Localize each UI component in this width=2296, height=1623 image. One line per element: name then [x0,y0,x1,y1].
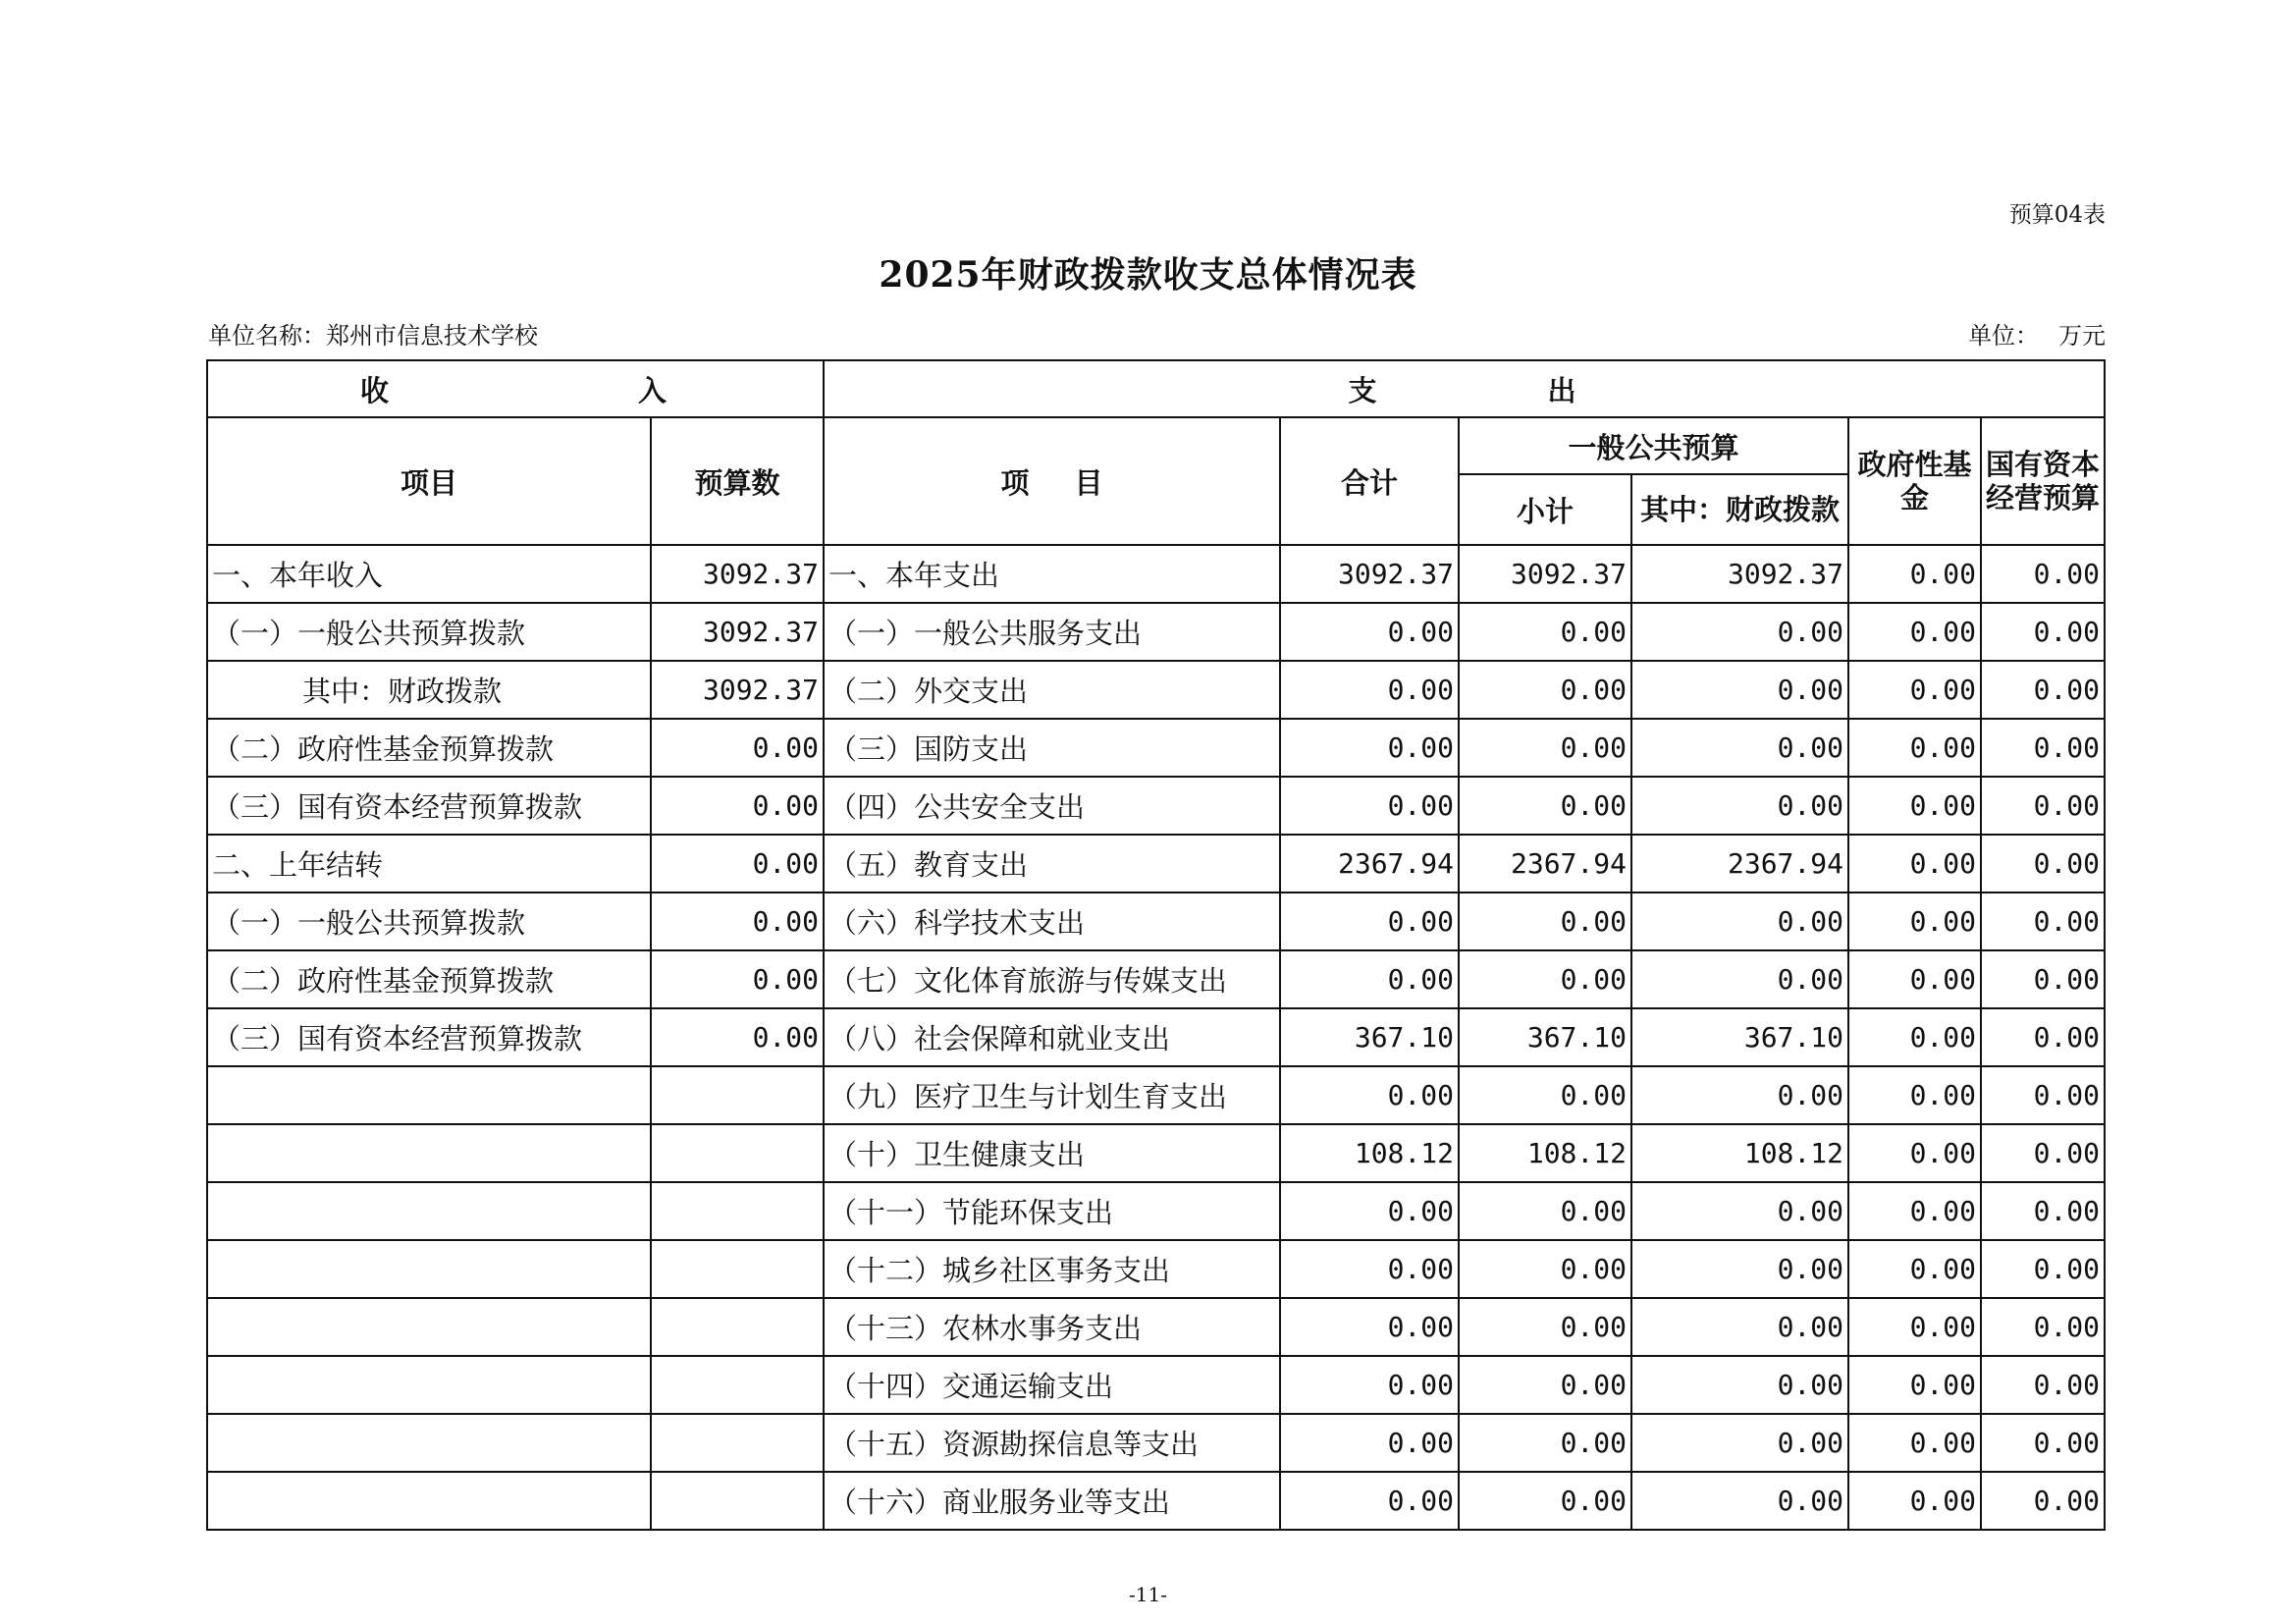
table-row [207,950,2105,1008]
income-value-cell: 3092.37 [651,545,824,603]
income-item-cell: 其中：财政拨款 [207,661,651,719]
table-row [207,1240,2105,1298]
expense-item-cell: （十三）农林水事务支出 [824,1298,1280,1356]
income-value-cell [651,1298,824,1356]
expense-total-cell: 0.00 [1280,950,1459,1008]
income-item-cell [207,1356,651,1414]
income-item-header: 项目 [207,417,651,545]
expense-item-cell: （五）教育支出 [824,835,1280,893]
income-item-cell: 一、本年收入 [207,545,651,603]
income-value-cell: 0.00 [651,950,824,1008]
gov-fund-value-cell: 0.00 [1848,545,1981,603]
unit-name: 单位名称：郑州市信息技术学校 [208,322,538,350]
fiscal-allocation-cell: 0.00 [1631,661,1848,719]
income-item-cell: （三）国有资本经营预算拨款 [207,1008,651,1066]
expense-item-cell: （十四）交通运输支出 [824,1356,1280,1414]
expense-total-cell: 108.12 [1280,1124,1459,1182]
state-capital-value-cell: 0.00 [1981,1240,2105,1298]
income-item-cell [207,1472,651,1530]
expense-total-cell: 0.00 [1280,1182,1459,1240]
table-row [207,603,2105,661]
gov-fund-value-cell: 0.00 [1848,719,1981,777]
gov-fund-value-cell: 0.00 [1848,835,1981,893]
table-row [207,1356,2105,1414]
subtotal-header: 小计 [1459,474,1631,545]
expense-item-cell: （十）卫生健康支出 [824,1124,1280,1182]
state-capital-value-cell: 0.00 [1981,603,2105,661]
expense-header [824,360,2105,417]
gov-fund-value-cell: 0.00 [1848,950,1981,1008]
income-item-cell [207,1414,651,1472]
income-budget-header: 预算数 [651,417,824,545]
fiscal-allocation-cell: 0.00 [1631,603,1848,661]
gov-fund-value-cell: 0.00 [1848,661,1981,719]
expense-item-cell: （三）国防支出 [824,719,1280,777]
income-item-cell [207,1066,651,1124]
state-capital-header: 国有资本经营预算 [1981,417,2105,545]
general-subtotal-cell: 0.00 [1459,777,1631,835]
expense-item-cell: 一、本年支出 [824,545,1280,603]
state-capital-value-cell: 0.00 [1981,1008,2105,1066]
state-capital-value-cell: 0.00 [1981,661,2105,719]
gov-fund-value-cell: 0.00 [1848,1240,1981,1298]
state-capital-value-cell: 0.00 [1981,719,2105,777]
fiscal-allocation-cell: 0.00 [1631,777,1848,835]
general-subtotal-cell: 0.00 [1459,661,1631,719]
state-capital-value-cell: 0.00 [1981,777,2105,835]
table-row [207,1298,2105,1356]
general-subtotal-cell: 0.00 [1459,1356,1631,1414]
general-subtotal-cell: 108.12 [1459,1124,1631,1182]
expense-header-char-1: 支 [1348,373,1381,407]
general-subtotal-cell: 3092.37 [1459,545,1631,603]
income-value-cell [651,1356,824,1414]
fiscal-allocation-cell: 0.00 [1631,893,1848,950]
gov-fund-value-cell: 0.00 [1848,1414,1981,1472]
table-row [207,1008,2105,1066]
general-subtotal-cell: 0.00 [1459,1472,1631,1530]
expense-total-cell: 0.00 [1280,1240,1459,1298]
expense-total-cell: 0.00 [1280,893,1459,950]
fiscal-allocation-cell: 0.00 [1631,719,1848,777]
fiscal-allocation-cell: 0.00 [1631,1240,1848,1298]
table-row [207,1182,2105,1240]
income-item-cell [207,1124,651,1182]
income-value-cell [651,1066,824,1124]
budget-table [206,359,2106,1531]
gov-fund-value-cell: 0.00 [1848,1008,1981,1066]
general-subtotal-cell: 0.00 [1459,1066,1631,1124]
income-value-cell [651,1240,824,1298]
gov-fund-value-cell: 0.00 [1848,1298,1981,1356]
income-value-cell: 0.00 [651,777,824,835]
income-item-cell: （三）国有资本经营预算拨款 [207,777,651,835]
income-item-cell: （一）一般公共预算拨款 [207,893,651,950]
fiscal-allocation-cell: 3092.37 [1631,545,1848,603]
state-capital-value-cell: 0.00 [1981,1298,2105,1356]
expense-item-cell: （十一）节能环保支出 [824,1182,1280,1240]
expense-item-cell: （七）文化体育旅游与传媒支出 [824,950,1280,1008]
table-row [207,1414,2105,1472]
general-subtotal-cell: 2367.94 [1459,835,1631,893]
expense-item-cell: （九）医疗卫生与计划生育支出 [824,1066,1280,1124]
expense-item-cell: （六）科学技术支出 [824,893,1280,950]
income-item-cell [207,1182,651,1240]
expense-item-cell: （十五）资源勘探信息等支出 [824,1414,1280,1472]
state-capital-value-cell: 0.00 [1981,1124,2105,1182]
gov-fund-value-cell: 0.00 [1848,1472,1981,1530]
gov-fund-value-cell: 0.00 [1848,777,1981,835]
state-capital-value-cell: 0.00 [1981,1414,2105,1472]
general-subtotal-cell: 0.00 [1459,950,1631,1008]
fiscal-allocation-cell: 108.12 [1631,1124,1848,1182]
fiscal-allocation-cell: 0.00 [1631,950,1848,1008]
gov-fund-value-cell: 0.00 [1848,893,1981,950]
income-header [207,360,824,417]
table-row [207,835,2105,893]
income-value-cell: 3092.37 [651,661,824,719]
unit-label-text: 单位： [1968,322,2039,350]
fiscal-allocation-cell: 0.00 [1631,1472,1848,1530]
income-value-cell: 0.00 [651,893,824,950]
state-capital-value-cell: 0.00 [1981,545,2105,603]
expense-item-char-1: 项 [1000,465,1030,500]
general-subtotal-cell: 0.00 [1459,603,1631,661]
income-header-char-2: 入 [638,373,671,407]
state-capital-value-cell: 0.00 [1981,893,2105,950]
expense-total-cell: 367.10 [1280,1008,1459,1066]
table-row [207,545,2105,603]
state-capital-value-cell: 0.00 [1981,1356,2105,1414]
expense-total-cell: 0.00 [1280,661,1459,719]
fiscal-allocation-cell: 0.00 [1631,1182,1848,1240]
total-header: 合计 [1280,417,1459,545]
fiscal-header: 其中：财政拨款 [1631,474,1848,545]
income-item-cell [207,1240,651,1298]
expense-total-cell: 0.00 [1280,1472,1459,1530]
expense-item-cell: （一）一般公共服务支出 [824,603,1280,661]
expense-total-cell: 0.00 [1280,1356,1459,1414]
state-capital-value-cell: 0.00 [1981,1066,2105,1124]
income-item-cell [207,1298,651,1356]
expense-item-cell: （四）公共安全支出 [824,777,1280,835]
expense-total-cell: 0.00 [1280,777,1459,835]
fiscal-allocation-cell: 0.00 [1631,1414,1848,1472]
income-value-cell [651,1124,824,1182]
general-subtotal-cell: 0.00 [1459,719,1631,777]
table-row [207,893,2105,950]
fiscal-allocation-cell: 0.00 [1631,1298,1848,1356]
table-body [207,545,2105,1530]
expense-total-cell: 3092.37 [1280,545,1459,603]
general-budget-header: 一般公共预算 [1459,417,1848,474]
unit-value: 万元 [2058,322,2106,350]
state-capital-value-cell: 0.00 [1981,1182,2105,1240]
general-subtotal-cell: 0.00 [1459,1182,1631,1240]
expense-item-cell: （十二）城乡社区事务支出 [824,1240,1280,1298]
gov-fund-value-cell: 0.00 [1848,603,1981,661]
unit-label [1968,316,2106,351]
table-row [207,1124,2105,1182]
expense-total-cell: 0.00 [1280,603,1459,661]
fiscal-allocation-cell: 2367.94 [1631,835,1848,893]
gov-fund-value-cell: 0.00 [1848,1124,1981,1182]
form-number: 预算04表 [2008,202,2106,228]
income-value-cell: 0.00 [651,1008,824,1066]
gov-fund-value-cell: 0.00 [1848,1066,1981,1124]
page-title: 2025年财政拨款收支总体情况表 [879,254,1417,296]
income-value-cell: 3092.37 [651,603,824,661]
general-subtotal-cell: 0.00 [1459,1298,1631,1356]
expense-total-cell: 0.00 [1280,1414,1459,1472]
page-number: -11- [1129,1583,1167,1606]
expense-item-cell: （十六）商业服务业等支出 [824,1472,1280,1530]
gov-fund-value-cell: 0.00 [1848,1182,1981,1240]
income-item-cell: 二、上年结转 [207,835,651,893]
income-item-cell: （二）政府性基金预算拨款 [207,719,651,777]
expense-total-cell: 0.00 [1280,1298,1459,1356]
expense-header-char-2: 出 [1547,373,1580,407]
expense-item-header [824,417,1280,545]
gov-fund-header: 政府性基金 [1848,417,1981,545]
expense-total-cell: 0.00 [1280,1066,1459,1124]
table-row [207,719,2105,777]
fiscal-allocation-cell: 0.00 [1631,1356,1848,1414]
table-row [207,661,2105,719]
income-value-cell [651,1414,824,1472]
table-row [207,1472,2105,1530]
expense-item-cell: （二）外交支出 [824,661,1280,719]
income-item-cell: （二）政府性基金预算拨款 [207,950,651,1008]
income-value-cell: 0.00 [651,835,824,893]
general-subtotal-cell: 0.00 [1459,1240,1631,1298]
state-capital-value-cell: 0.00 [1981,835,2105,893]
general-subtotal-cell: 367.10 [1459,1008,1631,1066]
income-value-cell: 0.00 [651,719,824,777]
income-header-char-1: 收 [359,373,393,407]
expense-item-char-2: 目 [1074,465,1103,500]
income-item-cell: （一）一般公共预算拨款 [207,603,651,661]
table-row [207,1066,2105,1124]
income-value-cell [651,1472,824,1530]
state-capital-value-cell: 0.00 [1981,1472,2105,1530]
expense-total-cell: 2367.94 [1280,835,1459,893]
fiscal-allocation-cell: 367.10 [1631,1008,1848,1066]
expense-item-cell: （八）社会保障和就业支出 [824,1008,1280,1066]
table-row [207,777,2105,835]
general-subtotal-cell: 0.00 [1459,893,1631,950]
expense-total-cell: 0.00 [1280,719,1459,777]
income-value-cell [651,1182,824,1240]
general-subtotal-cell: 0.00 [1459,1414,1631,1472]
fiscal-allocation-cell: 0.00 [1631,1066,1848,1124]
state-capital-value-cell: 0.00 [1981,950,2105,1008]
gov-fund-value-cell: 0.00 [1848,1356,1981,1414]
